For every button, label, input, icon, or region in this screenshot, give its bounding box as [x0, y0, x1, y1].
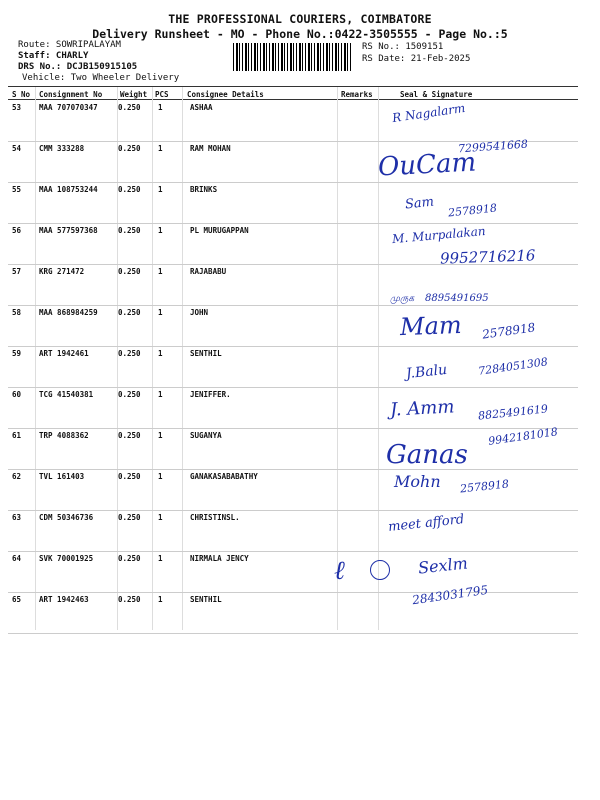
- cell-consignment: MAA 577597368: [39, 226, 98, 235]
- cell-consignee: JOHN: [190, 308, 209, 317]
- cell-consignee: RAM MOHAN: [190, 144, 231, 153]
- column-divider: [182, 87, 183, 630]
- cell-sno: 54: [12, 144, 22, 153]
- col-header-pcs: PCS: [155, 90, 169, 99]
- table-row-divider: [8, 633, 578, 634]
- signature-65-number: 2843031795: [411, 582, 489, 608]
- signature-63b-scribble: meet afford: [387, 512, 465, 535]
- cell-sno: 63: [12, 513, 22, 522]
- table-header-border: [8, 99, 578, 100]
- cell-sno: 59: [12, 349, 22, 358]
- signature-56-name: M. Murpalakan: [391, 223, 487, 247]
- table-row-divider: [8, 346, 578, 347]
- table-row-divider: [8, 428, 578, 429]
- cell-weight: 0.250: [118, 554, 141, 563]
- signature-59-number: 2578918: [481, 320, 537, 342]
- cell-consignee: SENTHIL: [190, 595, 222, 604]
- cell-pcs: 1: [158, 595, 163, 604]
- cell-sno: 55: [12, 185, 22, 194]
- cell-consignee: JENIFFER.: [190, 390, 231, 399]
- circled-mark: [370, 560, 390, 580]
- cell-pcs: 1: [158, 144, 163, 153]
- cell-consignee: SUGANYA: [190, 431, 222, 440]
- cell-pcs: 1: [158, 185, 163, 194]
- cell-pcs: 1: [158, 226, 163, 235]
- company-title: THE PROFESSIONAL COURIERS, COIMBATORE: [168, 12, 432, 26]
- column-divider: [117, 87, 118, 630]
- table-row-divider: [8, 223, 578, 224]
- table-row-divider: [8, 510, 578, 511]
- col-header-sno: S No: [12, 90, 31, 99]
- signature-62-scribble: Ganas: [386, 440, 468, 470]
- signature-54-scribble: Ou​Cam: [377, 147, 477, 183]
- cell-sno: 57: [12, 267, 22, 276]
- signature-54-number: 7299541668: [457, 137, 529, 156]
- cell-consignment: KRG 271472: [39, 267, 85, 276]
- signature-60-number: 7284051308: [477, 355, 549, 378]
- cell-weight: 0.250: [118, 103, 141, 112]
- signature-58-number: 8895491695: [425, 293, 489, 304]
- cell-pcs: 1: [158, 554, 163, 563]
- table-row-divider: [8, 469, 578, 470]
- cell-sno: 64: [12, 554, 22, 563]
- cell-consignment: ART 1942463: [39, 595, 89, 604]
- cell-pcs: 1: [158, 267, 163, 276]
- signature-61-scribble: J. Amm: [389, 396, 455, 421]
- signature-63-scribble: Mohn: [394, 472, 441, 491]
- table-row-divider: [8, 387, 578, 388]
- cell-weight: 0.250: [118, 267, 141, 276]
- cell-consignee: SENTHIL: [190, 349, 222, 358]
- vehicle-label: Vehicle: Two Wheeler Delivery: [22, 73, 180, 83]
- signature-53: R Nagalarm: [391, 100, 467, 126]
- cell-sno: 56: [12, 226, 22, 235]
- signature-60-scribble: J.Balu: [405, 361, 448, 383]
- column-divider: [152, 87, 153, 630]
- cell-consignment: TRP 4088362: [39, 431, 89, 440]
- cell-consignment: CDM 50346736: [39, 513, 94, 522]
- cell-consignee: PL MURUGAPPAN: [190, 226, 249, 235]
- table-top-border: [8, 86, 578, 87]
- col-header-seal: Seal & Signature: [400, 90, 473, 99]
- cell-sno: 58: [12, 308, 22, 317]
- signature-65-scribble: Sexlm: [417, 553, 469, 578]
- cell-pcs: 1: [158, 390, 163, 399]
- cell-consignment: MAA 868984259: [39, 308, 98, 317]
- drs-number: DRS No.: DCJB150915105: [18, 62, 138, 72]
- cell-consignment: SVK 70001925: [39, 554, 94, 563]
- cell-weight: 0.250: [118, 226, 141, 235]
- col-header-consignee: Consignee Details: [187, 90, 264, 99]
- col-header-weight: Weight: [120, 90, 148, 99]
- rs-date: RS Date: 21-Feb-2025: [362, 54, 471, 64]
- cell-consignee: NIRMALA JENCY: [190, 554, 249, 563]
- cell-consignee: CHRISTINSL.: [190, 513, 240, 522]
- signature-56-number: 9952716216: [439, 246, 536, 268]
- signature-55-number: 2578918: [447, 201, 498, 220]
- cell-pcs: 1: [158, 349, 163, 358]
- cell-pcs: 1: [158, 103, 163, 112]
- table-row-divider: [8, 182, 578, 183]
- cell-consignment: ART 1942461: [39, 349, 89, 358]
- cell-pcs: 1: [158, 513, 163, 522]
- table-row-divider: [8, 551, 578, 552]
- signature-64-mark: ℓ: [334, 556, 345, 586]
- cell-weight: 0.250: [118, 308, 141, 317]
- barcode-image: [233, 43, 351, 71]
- cell-sno: 60: [12, 390, 22, 399]
- cell-consignee: ASHAA: [190, 103, 213, 112]
- cell-pcs: 1: [158, 431, 163, 440]
- cell-weight: 0.250: [118, 349, 141, 358]
- cell-consignee: BRINKS: [190, 185, 218, 194]
- cell-consignee: GANAKASABABATHY: [190, 472, 258, 481]
- column-divider: [35, 87, 36, 630]
- column-divider: [337, 87, 338, 630]
- cell-weight: 0.250: [118, 513, 141, 522]
- table-row-divider: [8, 592, 578, 593]
- cell-consignee: RAJABABU: [190, 267, 227, 276]
- cell-weight: 0.250: [118, 472, 141, 481]
- signature-62-number: 9942181018: [487, 425, 559, 448]
- cell-sno: 53: [12, 103, 22, 112]
- cell-consignment: TCG 41540381: [39, 390, 94, 399]
- cell-consignment: MAA 707070347: [39, 103, 98, 112]
- signature-55-scribble: Sam: [404, 194, 435, 213]
- cell-weight: 0.250: [118, 144, 141, 153]
- cell-pcs: 1: [158, 308, 163, 317]
- table-row-divider: [8, 305, 578, 306]
- signature-58-scribble: முருக: [390, 294, 415, 304]
- route-label: Route: SOWRIPALAYAM: [18, 40, 121, 50]
- cell-consignment: CMM 333288: [39, 144, 85, 153]
- runsheet-title: Delivery Runsheet - MO - Phone No.:0422-3505555 - Page No.:5: [92, 27, 508, 41]
- col-header-remarks: Remarks: [341, 90, 373, 99]
- cell-consignment: TVL 161403: [39, 472, 85, 481]
- cell-weight: 0.250: [118, 595, 141, 604]
- cell-weight: 0.250: [118, 431, 141, 440]
- cell-weight: 0.250: [118, 390, 141, 399]
- cell-sno: 62: [12, 472, 22, 481]
- rs-number: RS No.: 1509151: [362, 42, 444, 52]
- signature-59-scribble: Mam: [399, 310, 463, 342]
- staff-label: Staff: CHARLY: [18, 51, 89, 61]
- col-header-consignment: Consignment No: [39, 90, 103, 99]
- cell-sno: 61: [12, 431, 22, 440]
- cell-sno: 65: [12, 595, 22, 604]
- cell-pcs: 1: [158, 472, 163, 481]
- cell-weight: 0.250: [118, 185, 141, 194]
- signature-61-number: 8825491619: [477, 402, 549, 423]
- signature-63-number: 2578918: [459, 477, 510, 496]
- cell-consignment: MAA 108753244: [39, 185, 98, 194]
